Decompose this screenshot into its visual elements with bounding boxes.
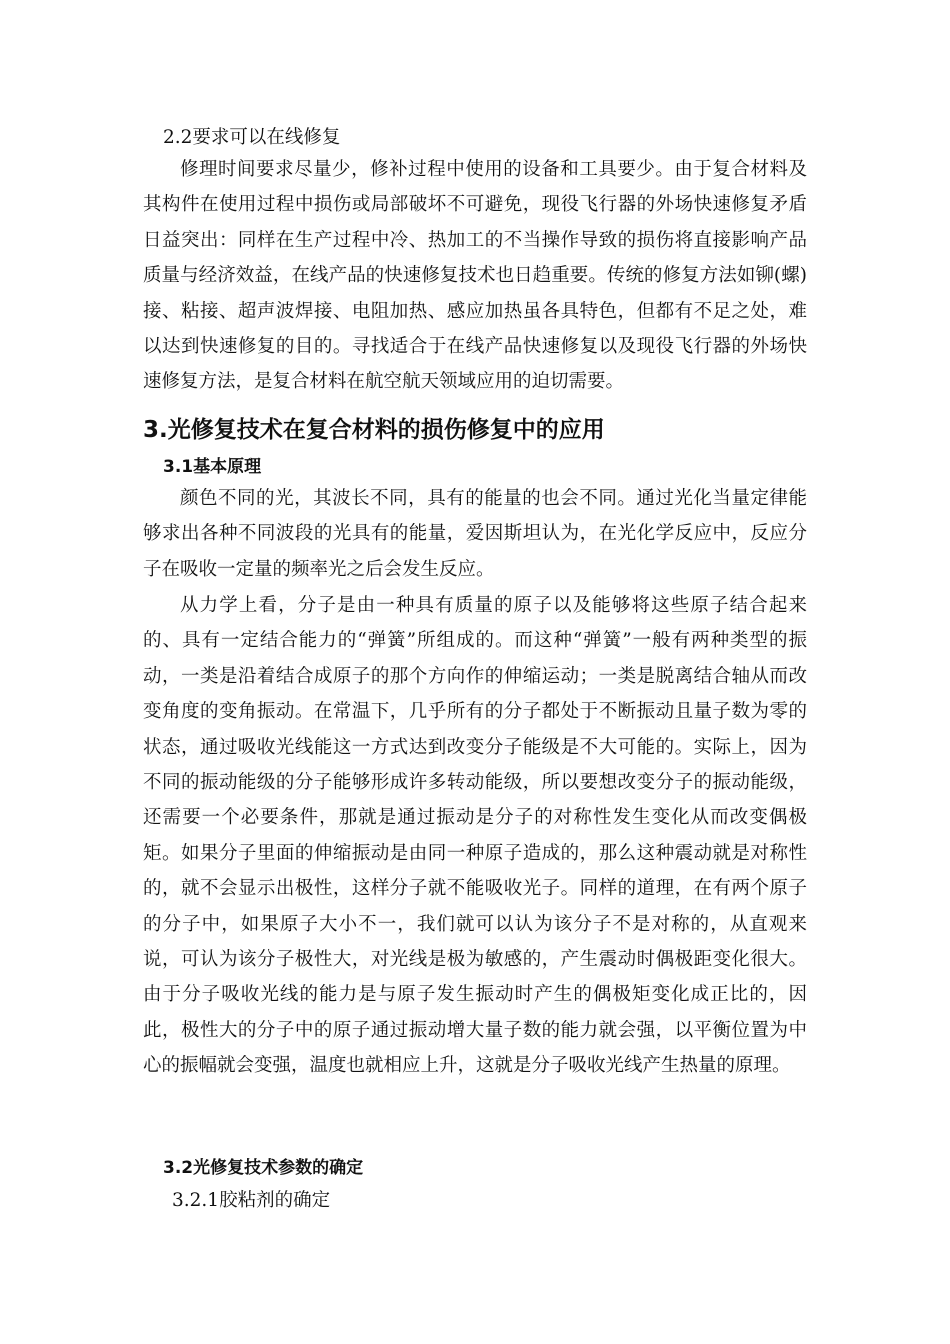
section-2-2-paragraph: 修理时间要求尽量少，修补过程中使用的设备和工具要少。由于复合材料及其构件在使用过程中损伤或局部破坏不可避免，现役飞行器的外场快速修复矛盾日益突出：同样在生产过程中冷、热加工的不当操作导致的损伤将直接影响产品质量与经济效益，在线产品的快速修复技术也日趋重要。传统的修复方法如铆(螺)接、粘接、超声波焊接、电阻加热、感应加热虽各具特色，但都有不足之处，难以达到快速修复的目的。寻找适合于在线产品快速修复以及现役飞行器的外场快速修复方法，是复合材料在航空航天领域应用的迫切需要。 — [143, 159, 807, 393]
section-3-2-1-heading: 3.2.1胶粘剂的确定 — [172, 1190, 331, 1211]
section-3-heading: 3.光修复技术在复合材料的损伤修复中的应用 — [143, 417, 605, 443]
section-3-1-heading: 3.1基本原理 — [163, 457, 262, 477]
section-3-1-paragraph-2: 从力学上看，分子是由一种具有质量的原子以及能够将这些原子结合起来的、具有一定结合能力的“弹簧”所组成的。而这种“弹簧”一般有两种类型的振动，一类是沿着结合成原子的那个方向作的伸缩运动；一类是脱离结合轴从而改变角度的变角振动。在常温下，几乎所有的分子都处于不断振动且量子数为零的状态，通过吸收光线能这一方式达到改变分子能级是不大可能的。实际上，因为不同的振动能级的分子能够形成许多转动能级，所以要想改变分子的振动能级，还需要一个必要条件，那就是通过振动是分子的对称性发生变化从而改变偶极矩。如果分子里面的伸缩振动是由同一种原子造成的，那么这种震动就是对称性的，就不会显示出极性，这样分子就不能吸收光子。同样的道理，在有两个原子的分子中，如果原子大小不一，我们就可以认为该分子不是对称的，从直观来说，可认为该分子极性大，对光线是极为敏感的，产生震动时偶极距变化很大。由于分子吸收光线的能力是与原子发生振动时产生的偶极矩变化成正比的，因此，极性大的分子中的原子通过振动增大量子数的能力就会强，以平衡位置为中心的振幅就会变强，温度也就相应上升，这就是分子吸收光线产生热量的原理。 — [143, 595, 807, 1077]
section-3-1-paragraph-1: 颜色不同的光，其波长不同，具有的能量的也会不同。通过光化当量定律能够求出各种不同波段的光具有的能量，爱因斯坦认为，在光化学反应中，反应分子在吸收一定量的频率光之后会发生反应。 — [143, 488, 807, 580]
section-2-2-heading: 2.2要求可以在线修复 — [163, 127, 341, 148]
section-3-2-heading: 3.2光修复技术参数的确定 — [163, 1158, 364, 1178]
